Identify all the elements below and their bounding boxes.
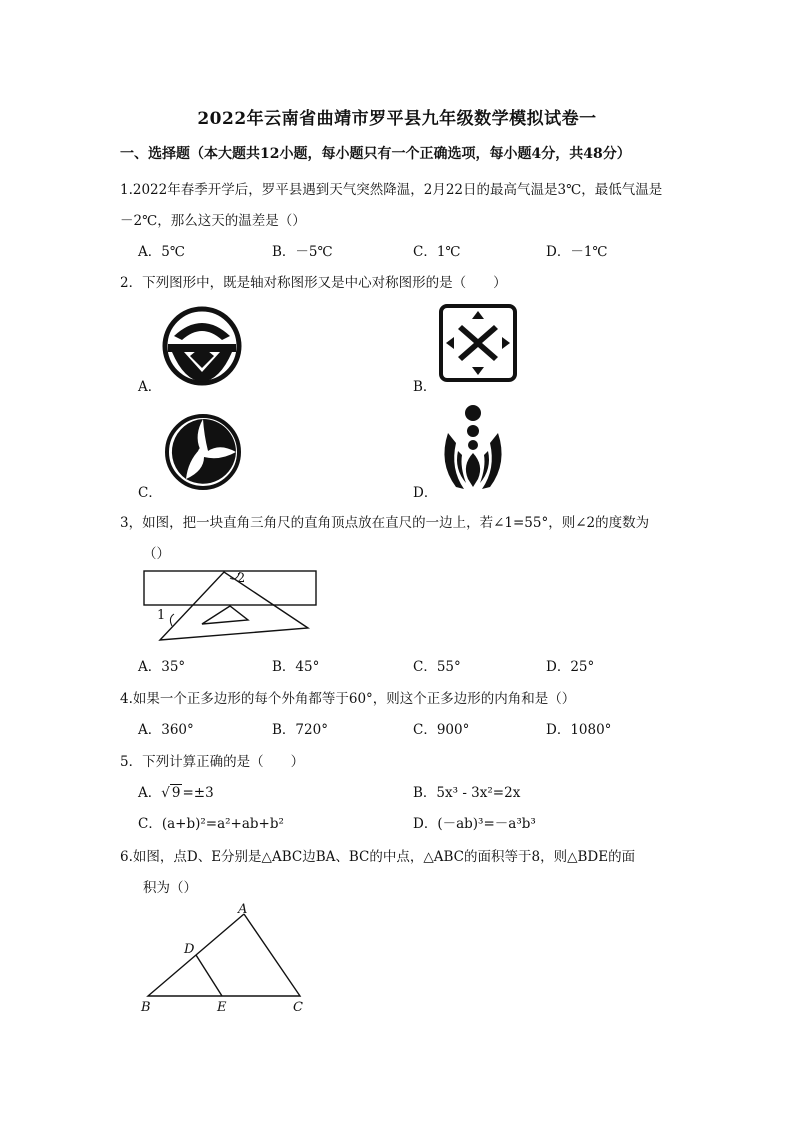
- set-square: [160, 572, 308, 640]
- q5-option-c[interactable]: C．(a+b)²=a²+ab+b²: [138, 816, 284, 832]
- q6-point-d: D: [184, 942, 195, 957]
- q2-label-a[interactable]: A．: [138, 379, 162, 395]
- q4-option-a[interactable]: A．360°: [138, 722, 194, 738]
- paper-title: 2022年云南省曲靖市罗平县九年级数学模拟试卷一: [197, 109, 597, 129]
- q5-option-b[interactable]: B．5x³ - 3x²=2x: [413, 785, 521, 801]
- q2-figure-c-swirl-icon: [164, 413, 242, 491]
- q6-point-e: E: [217, 1000, 227, 1015]
- q2-figure-d-flame-icon: [438, 403, 508, 493]
- q3-angle-1-label: 1: [157, 608, 166, 623]
- q1-option-b[interactable]: B．－5℃: [272, 244, 333, 260]
- radical-sign-icon: √: [161, 785, 170, 801]
- q3-ruler-triangle-figure: [140, 568, 320, 644]
- q4-option-b[interactable]: B．720°: [272, 722, 328, 738]
- q6-point-c: C: [293, 1000, 303, 1015]
- q3-option-d[interactable]: D．25°: [546, 659, 595, 675]
- q6-stem-line1: 6.如图，点D、E分别是△ABC边BA、BC的中点，△ABC的面积等于8，则△BDE的面: [120, 849, 636, 865]
- q2-figure-a-logo-icon: [162, 306, 242, 386]
- q4-stem: 4.如果一个正多边形的每个外角都等于60°，则这个正多边形的内角和是（）: [120, 691, 576, 707]
- q4-option-d[interactable]: D．1080°: [546, 722, 612, 738]
- q6-stem-line2: 积为（）: [143, 880, 197, 896]
- q3-option-a[interactable]: A．35°: [138, 659, 186, 675]
- q5-option-a-prefix: A．: [138, 785, 162, 801]
- q1-stem-line2: －2℃，那么这天的温差是（）: [120, 213, 306, 229]
- q3-stem-line1: 3，如图，把一块直角三角尺的直角顶点放在直尺的一边上，若∠1=55°，则∠2的度数为: [120, 515, 650, 531]
- q6-point-a: A: [238, 902, 248, 917]
- q3-angle-2-label: 2: [237, 571, 246, 586]
- q2-label-d[interactable]: D．: [413, 485, 438, 501]
- q5-stem: 5．下列计算正确的是（ ）: [120, 754, 305, 770]
- q3-option-c[interactable]: C．55°: [413, 659, 461, 675]
- q5-option-a-radicand: 9: [171, 785, 181, 801]
- set-square-inner: [202, 606, 248, 624]
- q1-option-a[interactable]: A．5℃: [138, 244, 185, 260]
- q5-option-d[interactable]: D．(－ab)³=－a³b³: [413, 816, 536, 832]
- q5-option-a-rest: =±3: [182, 785, 214, 801]
- q3-stem-line2: （）: [143, 546, 170, 562]
- q1-stem-line1: 1.2022年春季开学后，罗平县遇到天气突然降温，2月22日的最高气温是3℃，最低气温是: [120, 182, 663, 198]
- q1-option-c[interactable]: C．1℃: [413, 244, 461, 260]
- q3-option-b[interactable]: B．45°: [272, 659, 320, 675]
- q2-label-c[interactable]: C．: [138, 485, 162, 501]
- q2-stem: 2．下列图形中，既是轴对称图形又是中心对称图形的是（ ）: [120, 275, 507, 291]
- q2-figure-b-arrows-icon: [438, 303, 518, 383]
- q2-label-b[interactable]: B．: [413, 379, 437, 395]
- section-heading-choice: 一、选择题（本大题共12小题，每小题只有一个正确选项，每小题4分，共48分）: [120, 146, 631, 162]
- q5-option-a[interactable]: [138, 781, 214, 801]
- q6-point-b: B: [141, 1000, 151, 1015]
- q1-option-d[interactable]: D．－1℃: [546, 244, 608, 260]
- q4-option-c[interactable]: C．900°: [413, 722, 470, 738]
